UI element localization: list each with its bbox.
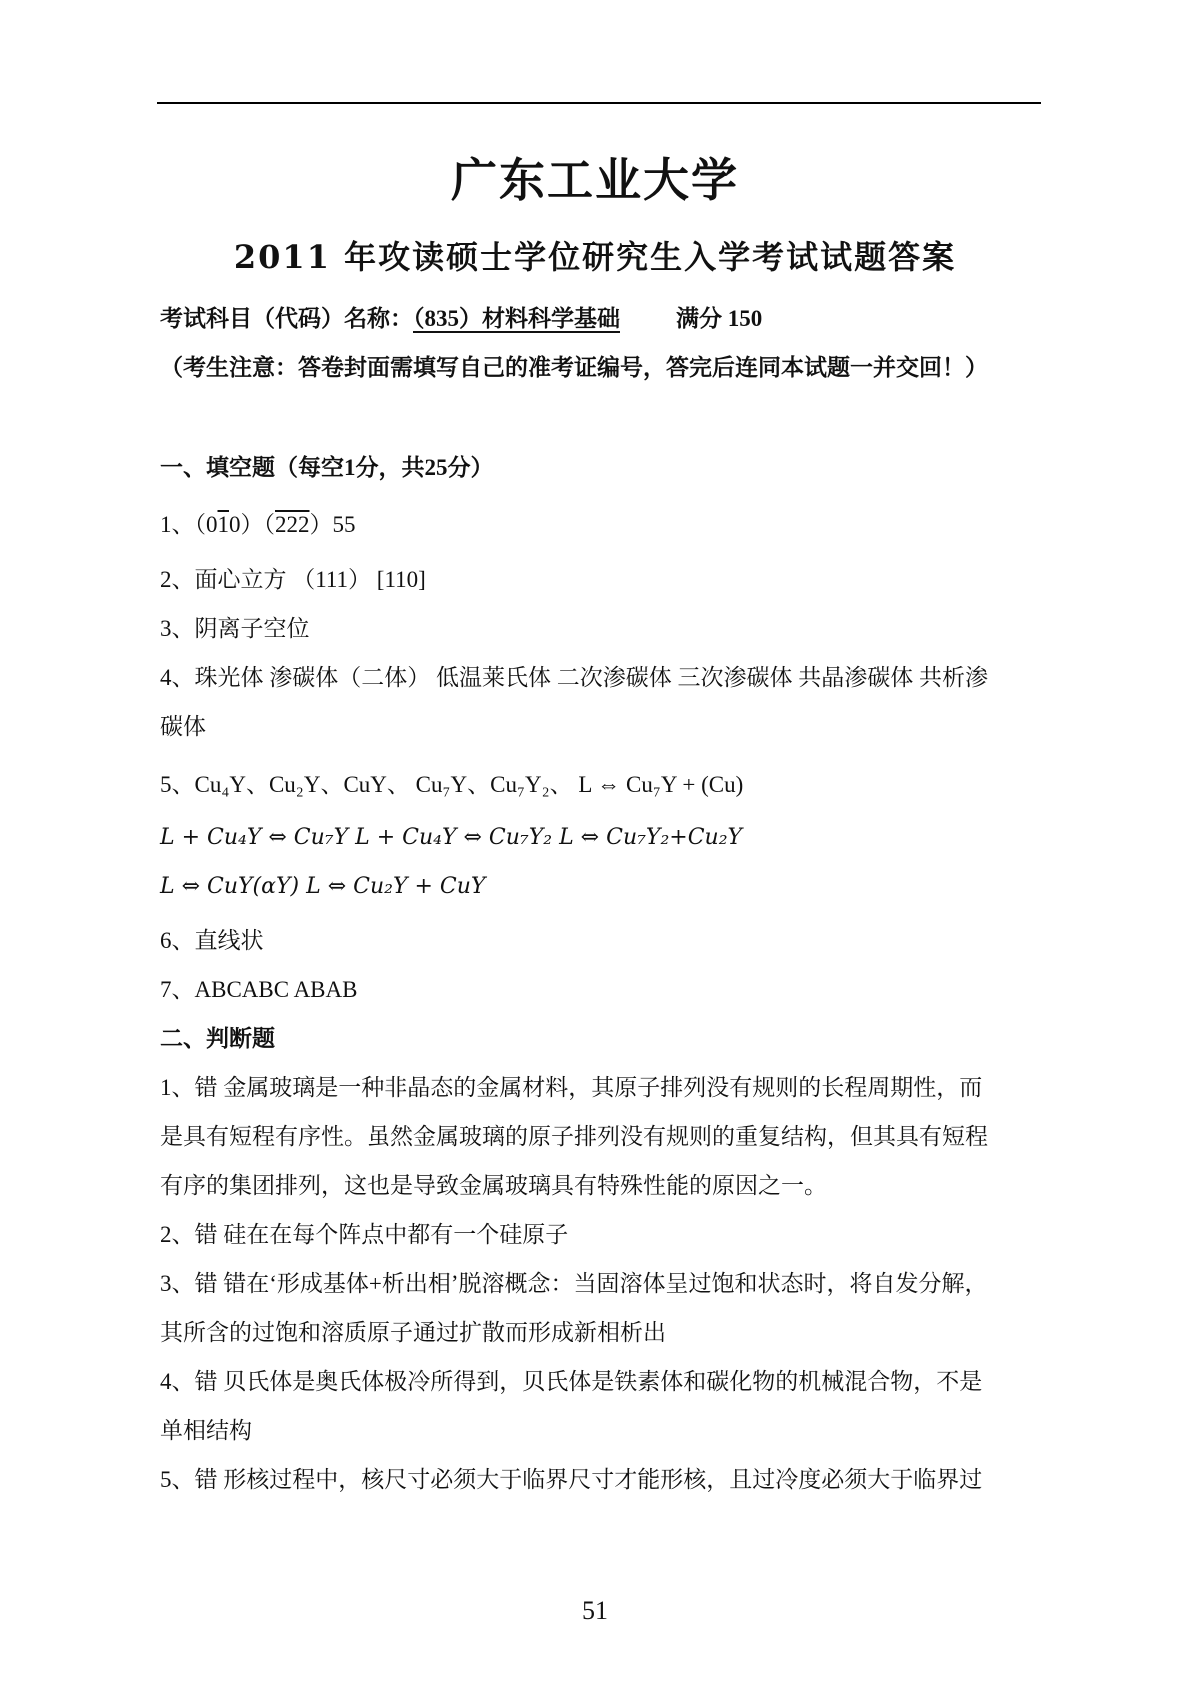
q4-answer-line1: 4、珠光体 渗碳体（二体） 低温莱氏体 二次渗碳体 三次渗碳体 共晶渗碳体 共析渗: [160, 665, 988, 690]
q7-answer: 7、ABCABC ABAB: [160, 977, 358, 1002]
section2-line: 其所含的过饱和溶质原子通过扩散而形成新相析出: [160, 1320, 666, 1345]
full-score: 满分 150: [676, 306, 763, 331]
section2-line: 4、错 贝氏体是奥氏体极冷所得到，贝氏体是铁素体和碳化物的机械混合物，不是: [160, 1369, 983, 1394]
section1-heading: 一、填空题（每空1分，共25分）: [160, 455, 494, 480]
subject-line: [160, 300, 1040, 333]
q1-answer: 1、（010）（222）55: [160, 512, 356, 537]
subject-name: （835）材料科学基础: [413, 306, 620, 331]
notice: （考生注意：答卷封面需填写自己的准考证编号，答完后连同本试题一并交回！）: [160, 355, 988, 380]
section2-line: 是具有短程有序性。虽然金属玻璃的原子排列没有规则的重复结构，但其具有短程: [160, 1124, 988, 1149]
q4-answer-line2: 碳体: [160, 714, 206, 739]
q5-answer-line3: L ⇔ CuY(αY) L ⇔ Cu₂Y + CuY: [160, 874, 486, 899]
section2-line: 单相结构: [160, 1418, 252, 1443]
section2-heading: 二、判断题: [160, 1026, 275, 1051]
exam-title: 2011 年攻读硕士学位研究生入学考试试题答案: [233, 238, 957, 276]
q3-answer: 3、阴离子空位: [160, 616, 310, 641]
q5-answer-line2: L + Cu₄Y ⇔ Cu₇Y L + Cu₄Y ⇔ Cu₇Y₂ L ⇔ Cu₇Y₂+Cu₂Y: [160, 825, 743, 850]
section2-line: 有序的集团排列，这也是导致金属玻璃具有特殊性能的原因之一。: [160, 1173, 827, 1198]
q2-answer: 2、面心立方 （111） [110]: [160, 567, 426, 592]
section2-line: 1、错 金属玻璃是一种非晶态的金属材料，其原子排列没有规则的长程周期性，而: [160, 1075, 983, 1100]
q5-answer-line1: 5、Cu₄Y、Cu₂Y、CuY、 Cu₇Y、Cu₇Y₂、 L ⇔ Cu₇Y + (Cu): [160, 772, 744, 797]
section2-line: 2、错 硅在在每个阵点中都有一个硅原子: [160, 1222, 569, 1247]
subject-label: 考试科目（代码）名称：: [160, 306, 413, 331]
page-number: 51: [582, 1596, 608, 1625]
university-title: 广东工业大学: [451, 153, 739, 207]
header-rule: [157, 102, 1041, 104]
q6-answer: 6、直线状: [160, 928, 264, 953]
section2-line: 3、错 错在‘形成基体+析出相’脱溶概念：当固溶体呈过饱和状态时，将自发分解，: [160, 1271, 988, 1296]
section2-line: 5、错 形核过程中，核尺寸必须大于临界尺寸才能形核，且过冷度必须大于临界过: [160, 1467, 983, 1492]
